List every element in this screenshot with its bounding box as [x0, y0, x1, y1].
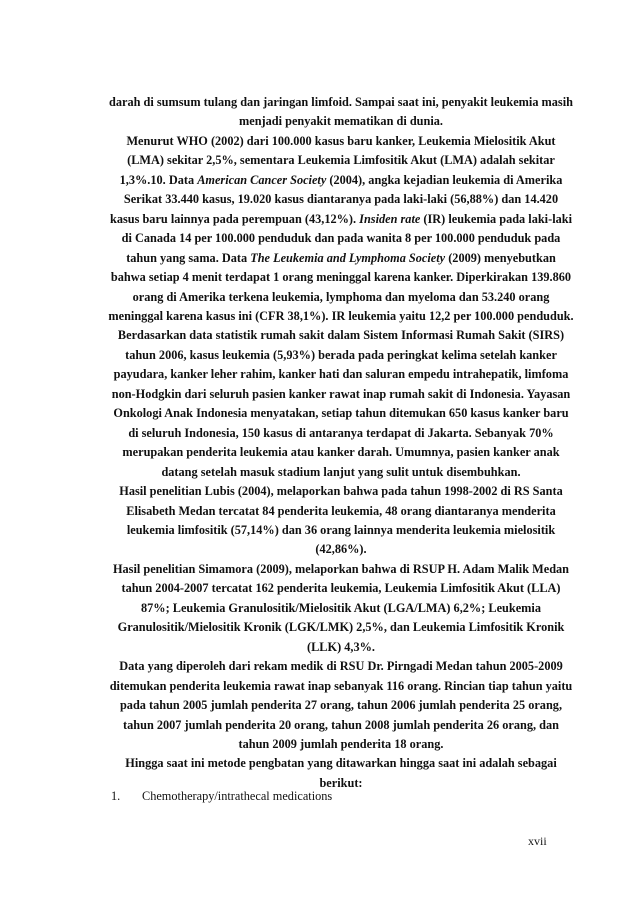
source-name-leukemia-lymphoma-society: The Leukemia and Lymphoma Society [250, 250, 446, 265]
paragraph-4 [108, 482, 574, 560]
list-item-number: 1. [111, 789, 121, 803]
paragraph-2 [108, 132, 574, 327]
paragraph-text: Hasil penelitian Simamora (2009), melaporkan bahwa di RSUP H. Adam Malik Medan tahun 2004-2007 tercatat 162 penderita leukemia, Leukemia Limfositik Akut (LLA) 87%; Leukemia Granulositik/Mielositik Akut (LGA/LMA) 6,2%; Leukemia Granulositik/Mielositik Kronik (LGK/LMK) 2,5%, dan Leukemia Limfositik Kronik (LLK) 4,3%. [112, 561, 570, 654]
source-name-american-cancer-society: American Cancer Society [197, 172, 327, 187]
paragraph-text: Berdasarkan data statistik rumah sakit dalam Sistem Informasi Rumah Sakit (SIRS) tahun 2006, kasus leukemia (5,93%) berada pada peringkat kelima setelah kanker payudara, kanker leher rahim, kanker hati dan saluran empedu intrahepatik, limfoma non-Hodgkin dari seluruh pasien kanker rawat inap rumah sakit di Indonesia. Yayasan Onkologi Anak Indonesia menyatakan, setiap tahun ditemukan 650 kasus kanker baru di seluruh Indonesia, 150 kasus di antaranya terdapat di Jakarta. Sebanyak 70% merupakan penderita leukemia atau kanker darah. Umumnya, pasien kanker anak datang setelah masuk stadium lanjut yang sulit untuk disembuhkan. [111, 328, 571, 479]
paragraph-text: (2009) menyebutkan bahwa setiap 4 menit terdapat 1 orang meninggal karena kanker. Diperkirakan 139.860 orang di Amerika terkena leukemia, lymphoma dan myeloma dan 53.240 orang meninggal karena kasus ini (CFR 38,1%). IR leukemia yaitu 12,2 per 100.000 penduduk. [108, 250, 574, 323]
term-insiden-rate: Insiden rate [359, 211, 421, 226]
list-item [111, 787, 581, 806]
treatment-list [111, 787, 581, 806]
paragraph-text: Data yang diperoleh dari rekam medik di RSU Dr. Pirngadi Medan tahun 2005-2009 ditemukan penderita leukemia rawat inap sebanyak 116 orang. Rincian tiap tahun yaitu pada tahun 2005 jumlah penderita 27 orang, tahun 2006 jumlah penderita 25 orang, tahun 2007 jumlah penderita 20 orang, tahun 2008 jumlah penderita 26 orang, dan tahun 2009 jumlah penderita 18 orang. [109, 659, 573, 751]
paragraph-text: darah di sumsum tulang dan jaringan limfoid. Sampai saat ini, penyakit leukemia masih menjadi penyakit mematikan di dunia. [109, 95, 573, 129]
body-text [108, 93, 574, 793]
list-item-text: Chemotherapy/intrathecal medications [142, 789, 333, 803]
paragraph-1 [108, 93, 574, 132]
paragraph-text: Hasil penelitian Lubis (2004), melaporkan bahwa pada tahun 1998-2002 di RS Santa Elisabeth Medan tercatat 84 penderita leukemia, 48 orang diantaranya menderita leukemia limfositik (57,14%) dan 36 orang lainnya menderita leukemia mielositik (42,86%). [119, 484, 563, 557]
paragraph-text: Hingga saat ini metode pengbatan yang ditawarkan hingga saat ini adalah sebagai berikut: [125, 756, 557, 790]
paragraph-text: (IR) leukemia pada laki-laki di Canada 14 per 100.000 penduduk dan pada wanita 8 per 100.000 penduduk pada tahun yang sama. Data [121, 211, 573, 265]
paragraph-3 [108, 326, 574, 482]
paragraph-6 [108, 657, 574, 754]
paragraph-text: Menurut WHO (2002) dari 100.000 kasus baru kanker, Leukemia Mielositik Akut (LMA) sekitar 2,5%, sementara Leukemia Limfositik Akut (LMA) adalah sekitar 1,3%.10. Data [119, 133, 556, 187]
page-number: xvii [528, 834, 547, 848]
paragraph-5 [108, 560, 574, 657]
paragraph-text: (2004), angka kejadian leukemia di Amerika Serikat 33.440 kasus, 19.020 kasus diantaranya pada laki-laki (56,88%) dan 14.420 kasus baru lainnya pada perempuan (43,12%). [109, 172, 563, 226]
